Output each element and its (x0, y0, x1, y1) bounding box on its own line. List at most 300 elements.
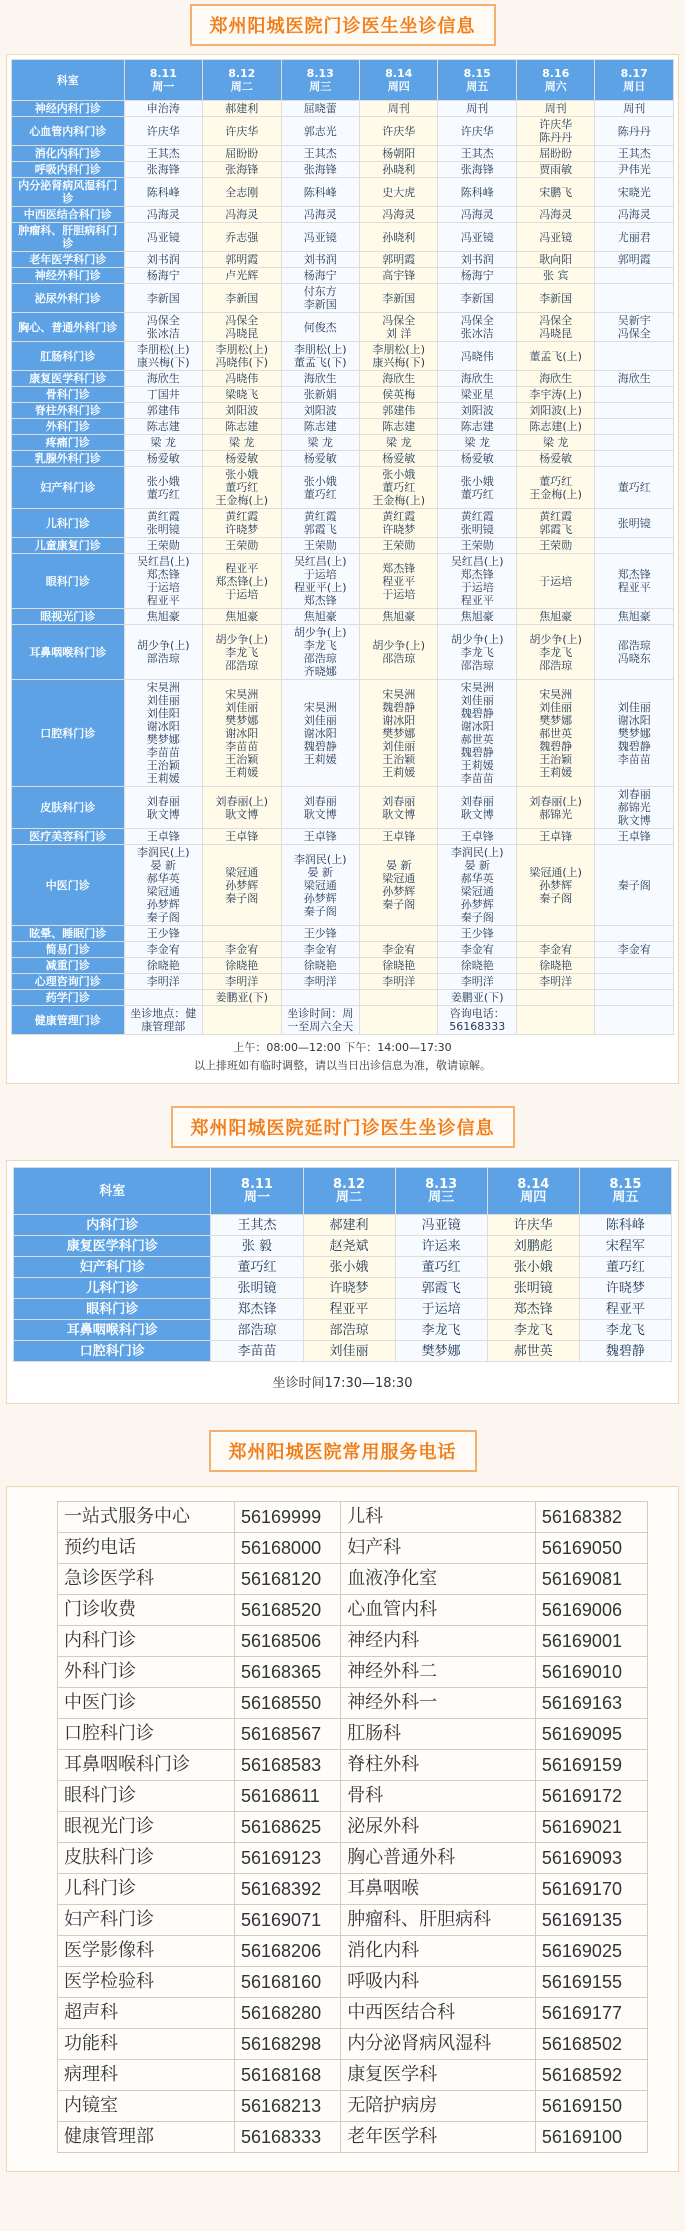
phone-number[interactable]: 56169081 (535, 1564, 647, 1595)
phones-table (57, 1501, 648, 2153)
phone-dept: 血液净化室 (341, 1564, 536, 1595)
doctor-cell: 冯海灵 (438, 207, 516, 223)
doctor-cell: 冯海灵 (359, 207, 437, 223)
phone-number[interactable]: 56168000 (235, 1533, 341, 1564)
doctor-cell: 杨爱敏 (281, 451, 359, 467)
doctor-cell: 许庆华 (203, 117, 281, 146)
doctor-cell: 焦旭豪 (516, 609, 594, 625)
phone-number[interactable]: 56168168 (235, 2060, 341, 2091)
doctor-cell: 李金宥 (595, 942, 674, 958)
doctor-cell: 李新国 (438, 284, 516, 313)
doctor-cell: 王卓锋 (124, 829, 202, 845)
phone-dept: 儿科 (341, 1502, 536, 1533)
evening-row (14, 1299, 672, 1320)
phone-row (58, 1843, 648, 1874)
doctor-cell: 陈科峰 (281, 178, 359, 207)
phone-dept: 病理科 (58, 2060, 235, 2091)
day-header: 8.16 周六 (516, 60, 594, 101)
phone-number[interactable]: 56169123 (235, 1843, 341, 1874)
phone-dept: 医学影像科 (58, 1936, 235, 1967)
doctor-cell: 姜鹏亚(下) (203, 990, 281, 1006)
doctor-cell: 刘春丽 耿文博 (438, 787, 516, 829)
doctor-cell: 梁 龙 (124, 435, 202, 451)
doctor-cell: 郑杰锋 程亚平 (595, 554, 674, 609)
doctor-cell: 宋昊洲 刘佳丽 刘佳阳 谢冰阳 樊梦娜 李苗苗 王治颖 王莉媛 (124, 680, 202, 787)
doctor-cell: 郑杰锋 (487, 1299, 579, 1320)
day-header: 8.12 周二 (303, 1168, 395, 1215)
phone-row (58, 1905, 648, 1936)
phone-dept: 耳鼻咽喉 (341, 1874, 536, 1905)
doctor-cell: 王其杰 (438, 146, 516, 162)
schedule-row (12, 990, 674, 1006)
doctor-cell: 宋昊洲 刘佳丽 谢冰阳 魏碧静 王莉媛 (281, 680, 359, 787)
doctor-cell: 陈科峰 (579, 1215, 671, 1236)
phone-number[interactable]: 56169050 (535, 1533, 647, 1564)
phone-dept: 儿科门诊 (58, 1874, 235, 1905)
doctor-cell: 全志刚 (203, 178, 281, 207)
doctor-cell: 宋晓光 (595, 178, 674, 207)
phone-number[interactable]: 56169170 (535, 1874, 647, 1905)
doctor-cell: 王荣勋 (203, 538, 281, 554)
doctor-cell: 王荣勋 (124, 538, 202, 554)
phone-dept: 功能科 (58, 2029, 235, 2060)
dept-name: 疼痛门诊 (12, 435, 125, 451)
disclaimer: 以上排班如有临时调整，请以当日出诊信息为准，敬请谅解。 (194, 1059, 491, 1072)
doctor-cell: 张新娟 (281, 387, 359, 403)
phone-row (58, 1564, 648, 1595)
phone-number[interactable]: 56168611 (235, 1781, 341, 1812)
phone-number[interactable]: 56168382 (535, 1502, 647, 1533)
doctor-cell: 郭霞飞 (395, 1278, 487, 1299)
phone-dept: 无陪护病房 (341, 2091, 536, 2122)
doctor-cell: 张明镜 (595, 509, 674, 538)
day-header: 8.13 周三 (281, 60, 359, 101)
doctor-cell: 程亚平 郑杰锋(上) 于运培 (203, 554, 281, 609)
doctor-cell: 海欣生 (124, 371, 202, 387)
phone-dept: 超声科 (58, 1998, 235, 2029)
evening-section (6, 1160, 679, 1404)
doctor-cell: 刘春丽 耿文博 (281, 787, 359, 829)
phone-row (58, 1998, 648, 2029)
phone-number[interactable]: 56169172 (535, 1781, 647, 1812)
hours-note: 上午：08:00—12:00 下午：14:00—17:30 (233, 1041, 452, 1054)
dept-name: 肛肠科门诊 (12, 342, 125, 371)
doctor-cell: 海欣生 (438, 371, 516, 387)
doctor-cell: 张海锋 (438, 162, 516, 178)
phone-dept: 康复医学科 (341, 2060, 536, 2091)
phone-number[interactable]: 56168592 (535, 2060, 647, 2091)
phone-number[interactable]: 56168550 (235, 1688, 341, 1719)
phone-dept: 门诊收费 (58, 1595, 235, 1626)
phone-number[interactable]: 56168567 (235, 1719, 341, 1750)
doctor-cell: 许运来 (395, 1236, 487, 1257)
doctor-cell: 丁国井 (124, 387, 202, 403)
doctor-cell: 杨爱敏 (359, 451, 437, 467)
doctor-cell: 李朋松(上) 康兴梅(下) (359, 342, 437, 371)
schedule-section (6, 54, 679, 1084)
doctor-cell: 耿向阳 (516, 252, 594, 268)
doctor-cell: 部浩琼 (303, 1320, 395, 1341)
doctor-cell (595, 403, 674, 419)
doctor-cell: 杨爱敏 (203, 451, 281, 467)
phone-dept: 内分泌肾病风湿科 (341, 2029, 536, 2060)
doctor-cell: 宋昊洲 刘佳丽 魏碧静 谢冰阳 郝世英 魏碧静 王莉媛 李苗苗 (438, 680, 516, 787)
doctor-cell (595, 1006, 674, 1035)
doctor-cell: 徐晓艳 (281, 958, 359, 974)
doctor-cell: 冯海灵 (595, 207, 674, 223)
dept-name: 骨科门诊 (12, 387, 125, 403)
phone-dept: 骨科 (341, 1781, 536, 1812)
doctor-cell: 姜鹏亚(下) (438, 990, 516, 1006)
dept-name: 心理咨询门诊 (12, 974, 125, 990)
schedule-title-wrap (0, 0, 685, 46)
dept-name: 心血管内科门诊 (12, 117, 125, 146)
doctor-cell (516, 926, 594, 942)
phone-number[interactable]: 56168280 (235, 1998, 341, 2029)
evening-row (14, 1215, 672, 1236)
doctor-cell: 于运培 (395, 1299, 487, 1320)
phone-number[interactable]: 56168502 (535, 2029, 647, 2060)
doctor-cell: 李润民(上) 晏 新 郝华英 梁冠通 孙梦辉 秦子阁 (124, 845, 202, 926)
schedule-row (12, 252, 674, 268)
schedule-row (12, 268, 674, 284)
doctor-cell (595, 538, 674, 554)
doctor-cell: 黄红霞 许晓梦 (359, 509, 437, 538)
evening-row (14, 1278, 672, 1299)
phone-number[interactable]: 56169159 (535, 1750, 647, 1781)
phone-number[interactable]: 56168520 (235, 1595, 341, 1626)
schedule-row (12, 284, 674, 313)
doctor-cell: 张小娥 董巧红 王金梅(上) (359, 467, 437, 509)
doctor-cell: 王荣勋 (281, 538, 359, 554)
dept-name: 皮肤科门诊 (12, 787, 125, 829)
doctor-cell: 刘佳丽 谢冰阳 樊梦娜 魏碧静 李苗苗 (595, 680, 674, 787)
phone-number[interactable]: 56168506 (235, 1626, 341, 1657)
day-header: 8.11 周一 (124, 60, 202, 101)
dept-name: 外科门诊 (12, 419, 125, 435)
dept-name: 康复医学科门诊 (12, 371, 125, 387)
phone-dept: 眼科门诊 (58, 1781, 235, 1812)
schedule-row (12, 387, 674, 403)
phone-dept: 中医门诊 (58, 1688, 235, 1719)
doctor-cell: 海欣生 (281, 371, 359, 387)
doctor-cell: 李润民(上) 晏 新 梁冠通 孙梦辉 秦子阁 (281, 845, 359, 926)
phone-number[interactable]: 56169155 (535, 1967, 647, 1998)
schedule-row (12, 313, 674, 342)
dept-name: 老年医学科门诊 (12, 252, 125, 268)
phone-row (58, 1595, 648, 1626)
doctor-cell: 高宇锋 (359, 268, 437, 284)
schedule-row (12, 403, 674, 419)
doctor-cell (595, 958, 674, 974)
phone-row (58, 1657, 648, 1688)
schedule-row (12, 451, 674, 467)
doctor-cell: 贾雨敏 (516, 162, 594, 178)
doctor-cell: 冯晓伟 (203, 371, 281, 387)
doctor-cell: 冯海灵 (124, 207, 202, 223)
day-header: 8.14 周四 (487, 1168, 579, 1215)
doctor-cell (359, 1006, 437, 1035)
doctor-cell: 许庆华 陈丹丹 (516, 117, 594, 146)
schedule-row (12, 207, 674, 223)
doctor-cell: 乔志强 (203, 223, 281, 252)
phone-dept: 皮肤科门诊 (58, 1843, 235, 1874)
doctor-cell: 梁晓飞 (203, 387, 281, 403)
doctor-cell: 郝建利 (203, 101, 281, 117)
phone-number[interactable]: 56168365 (235, 1657, 341, 1688)
doctor-cell: 付东方 李新国 (281, 284, 359, 313)
schedule-row (12, 371, 674, 387)
doctor-cell: 宋昊洲 刘佳丽 樊梦娜 谢冰阳 李苗苗 王治颖 王莉媛 (203, 680, 281, 787)
doctor-cell: 刘书润 (438, 252, 516, 268)
phone-number[interactable]: 56169071 (235, 1905, 341, 1936)
doctor-cell: 张海锋 (124, 162, 202, 178)
doctor-cell: 许庆华 (438, 117, 516, 146)
doctor-cell (281, 990, 359, 1006)
dept-name: 减重门诊 (12, 958, 125, 974)
phone-dept: 一站式服务中心 (58, 1502, 235, 1533)
doctor-cell (595, 284, 674, 313)
phone-dept: 神经外科一 (341, 1688, 536, 1719)
phone-dept: 耳鼻咽喉科门诊 (58, 1750, 235, 1781)
doctor-cell: 梁 龙 (359, 435, 437, 451)
phone-number[interactable]: 56168213 (235, 2091, 341, 2122)
doctor-cell: 张海锋 (203, 162, 281, 178)
doctor-cell: 许庆华 (124, 117, 202, 146)
doctor-cell: 杨海宁 (281, 268, 359, 284)
doctor-cell (203, 926, 281, 942)
phone-number[interactable]: 56169163 (535, 1688, 647, 1719)
doctor-cell: 李龙飞 (395, 1320, 487, 1341)
doctor-cell: 徐晓艳 (438, 958, 516, 974)
doctor-cell: 梁 龙 (203, 435, 281, 451)
doctor-cell: 郝建利 (303, 1215, 395, 1236)
dept-name: 医疗美容科门诊 (12, 829, 125, 845)
schedule-row (12, 101, 674, 117)
doctor-cell: 周刊 (359, 101, 437, 117)
doctor-cell: 焦旭豪 (281, 609, 359, 625)
doctor-cell: 张小娥 董巧红 (438, 467, 516, 509)
doctor-cell: 李金宥 (359, 942, 437, 958)
dept-name: 消化内科门诊 (12, 146, 125, 162)
dept-name: 眼科门诊 (12, 554, 125, 609)
doctor-cell: 郑杰锋 程亚平 于运培 (359, 554, 437, 609)
dept-name: 药学门诊 (12, 990, 125, 1006)
phone-dept: 肛肠科 (341, 1719, 536, 1750)
phone-number[interactable]: 56169010 (535, 1657, 647, 1688)
schedule-row (12, 223, 674, 252)
doctor-cell: 吴红昌(上) 郑杰锋 于运培 程亚平 (438, 554, 516, 609)
doctor-cell: 许晓梦 (303, 1278, 395, 1299)
doctor-cell: 张小娥 (303, 1257, 395, 1278)
phone-number[interactable]: 56168160 (235, 1967, 341, 1998)
evening-row (14, 1236, 672, 1257)
doctor-cell: 刘阳波 (281, 403, 359, 419)
phone-number[interactable]: 56168333 (235, 2122, 341, 2153)
doctor-cell: 李明洋 (359, 974, 437, 990)
doctor-cell: 海欣生 (516, 371, 594, 387)
schedule-row (12, 146, 674, 162)
dept-name: 健康管理门诊 (12, 1006, 125, 1035)
dept-name: 神经外科门诊 (12, 268, 125, 284)
phone-number[interactable]: 56169999 (235, 1502, 341, 1533)
doctor-cell: 王其杰 (211, 1215, 303, 1236)
doctor-cell: 宋昊洲 刘佳丽 樊梦娜 郝世英 魏碧静 王治颖 王莉媛 (516, 680, 594, 787)
doctor-cell: 李朋松(上) 董孟飞(下) (281, 342, 359, 371)
doctor-cell: 李润民(上) 晏 新 郝华英 梁冠通 孙梦辉 秦子阁 (438, 845, 516, 926)
evening-table (13, 1167, 672, 1362)
doctor-cell: 史大虎 (359, 178, 437, 207)
evening-row (14, 1341, 672, 1362)
phones-title: 郑州阳城医院常用服务电话 (209, 1430, 477, 1472)
doctor-cell: 董孟飞(上) (516, 342, 594, 371)
phone-number[interactable]: 56168206 (235, 1936, 341, 1967)
doctor-cell: 陈科峰 (124, 178, 202, 207)
doctor-cell: 刘春丽 郝锦光 耿文博 (595, 787, 674, 829)
doctor-cell: 梁冠通 孙梦辉 秦子阁 (203, 845, 281, 926)
day-header: 8.11 周一 (211, 1168, 303, 1215)
doctor-cell: 梁冠通(上) 孙梦辉 秦子阁 (516, 845, 594, 926)
doctor-cell: 黄红霞 张明镜 (438, 509, 516, 538)
phone-number[interactable]: 56169150 (535, 2091, 647, 2122)
doctor-cell: 侯英梅 (359, 387, 437, 403)
doctor-cell: 徐晓艳 (203, 958, 281, 974)
phone-dept: 神经内科 (341, 1626, 536, 1657)
phone-number[interactable]: 56168298 (235, 2029, 341, 2060)
doctor-cell: 周刊 (516, 101, 594, 117)
day-header: 8.12 周二 (203, 60, 281, 101)
doctor-cell: 黄红霞 郭霞飞 (281, 509, 359, 538)
evening-body (14, 1215, 672, 1362)
doctor-cell: 杨爱敏 (516, 451, 594, 467)
doctor-cell: 赵尧斌 (303, 1236, 395, 1257)
schedule-row (12, 845, 674, 926)
phone-dept: 内科门诊 (58, 1626, 235, 1657)
doctor-cell: 杨海宁 (124, 268, 202, 284)
phone-dept: 消化内科 (341, 1936, 536, 1967)
doctor-cell: 胡少争(上) 李龙飞 邵浩琼 齐晓娜 (281, 625, 359, 680)
evening-header-row (14, 1168, 672, 1215)
doctor-cell: 李宇涛(上) (516, 387, 594, 403)
phone-dept: 呼吸内科 (341, 1967, 536, 1998)
doctor-cell: 张明镜 (487, 1278, 579, 1299)
doctor-cell: 李朋松(上) 冯晓伟(下) (203, 342, 281, 371)
doctor-cell: 刘书润 (281, 252, 359, 268)
phone-number[interactable]: 56169135 (535, 1905, 647, 1936)
dept-name: 口腔科门诊 (14, 1341, 211, 1362)
schedule-row (12, 162, 674, 178)
doctor-cell: 李朋松(上) 康兴梅(下) (124, 342, 202, 371)
doctor-cell: 郭志光 (281, 117, 359, 146)
doctor-cell: 刘春丽(上) 耿文博 (203, 787, 281, 829)
doctor-cell: 杨爱敏 (438, 451, 516, 467)
phone-number[interactable]: 56169006 (535, 1595, 647, 1626)
phone-number[interactable]: 56169177 (535, 1998, 647, 2029)
doctor-cell: 冯保全 冯晓昆 (516, 313, 594, 342)
day-header: 8.13 周三 (395, 1168, 487, 1215)
schedule-row (12, 435, 674, 451)
doctor-cell: 吴新宇 冯保全 (595, 313, 674, 342)
doctor-cell: 王卓锋 (438, 829, 516, 845)
schedule-row (12, 342, 674, 371)
phone-number[interactable]: 56168583 (235, 1750, 341, 1781)
phone-row (58, 2029, 648, 2060)
phone-dept: 外科门诊 (58, 1657, 235, 1688)
phone-row (58, 1626, 648, 1657)
doctor-cell: 李明洋 (438, 974, 516, 990)
doctor-cell: 李新国 (359, 284, 437, 313)
phone-number[interactable]: 56169095 (535, 1719, 647, 1750)
phone-row (58, 1936, 648, 1967)
doctor-cell: 陈志建(上) (516, 419, 594, 435)
doctor-cell (595, 419, 674, 435)
doctor-cell: 梁 龙 (438, 435, 516, 451)
evening-title: 郑州阳城医院延时门诊医生坐诊信息 (171, 1106, 515, 1148)
doctor-cell: 张小娥 董巧红 (281, 467, 359, 509)
dept-name: 儿科门诊 (12, 509, 125, 538)
phone-number[interactable]: 56168392 (235, 1874, 341, 1905)
phone-dept: 老年医学科 (341, 2122, 536, 2153)
doctor-cell: 屈晓蕾 (281, 101, 359, 117)
doctor-cell: 王荣勋 (359, 538, 437, 554)
phone-dept: 预约电话 (58, 1533, 235, 1564)
doctor-cell: 徐晓艳 (124, 958, 202, 974)
evening-title-wrap (0, 1084, 685, 1148)
doctor-cell: 尤丽君 (595, 223, 674, 252)
phone-number[interactable]: 56169021 (535, 1812, 647, 1843)
doctor-cell: 冯亚镜 (516, 223, 594, 252)
doctor-cell: 王卓锋 (281, 829, 359, 845)
schedule-row (12, 974, 674, 990)
phone-number[interactable]: 56168120 (235, 1564, 341, 1595)
doctor-cell: 王卓锋 (203, 829, 281, 845)
doctor-cell (595, 990, 674, 1006)
doctor-cell: 孙晓利 (359, 162, 437, 178)
doctor-cell: 宋鹏飞 (516, 178, 594, 207)
phones-body (58, 1502, 648, 2153)
doctor-cell: 坐诊地点：健康管理部 (124, 1006, 202, 1035)
doctor-cell: 杨朝阳 (359, 146, 437, 162)
doctor-cell: 陈科峰 (438, 178, 516, 207)
doctor-cell: 陈志建 (124, 419, 202, 435)
day-header: 8.14 周四 (359, 60, 437, 101)
phone-number[interactable]: 56169001 (535, 1626, 647, 1657)
phone-dept: 健康管理部 (58, 2122, 235, 2153)
doctor-cell: 李新国 (203, 284, 281, 313)
doctor-cell: 许庆华 (359, 117, 437, 146)
doctor-cell: 宋程军 (579, 1236, 671, 1257)
doctor-cell: 冯晓伟 (438, 342, 516, 371)
doctor-cell: 董巧红 王金梅(上) (516, 467, 594, 509)
phone-number[interactable]: 56169093 (535, 1843, 647, 1874)
day-header: 8.15 周五 (579, 1168, 671, 1215)
doctor-cell: 冯保全 刘 洋 (359, 313, 437, 342)
doctor-cell: 孙晓利 (359, 223, 437, 252)
phone-number[interactable]: 56168625 (235, 1812, 341, 1843)
phone-number[interactable]: 56169100 (535, 2122, 647, 2153)
phones-title-wrap (0, 1404, 685, 1472)
phone-number[interactable]: 56169025 (535, 1936, 647, 1967)
dept-name: 泌尿外科门诊 (12, 284, 125, 313)
doctor-cell: 冯海灵 (281, 207, 359, 223)
doctor-cell: 刘阳波 (438, 403, 516, 419)
phone-row (58, 2060, 648, 2091)
doctor-cell: 李新国 (516, 284, 594, 313)
phone-row (58, 1688, 648, 1719)
doctor-cell (516, 1006, 594, 1035)
dept-name: 乳腺外科门诊 (12, 451, 125, 467)
doctor-cell: 海欣生 (359, 371, 437, 387)
